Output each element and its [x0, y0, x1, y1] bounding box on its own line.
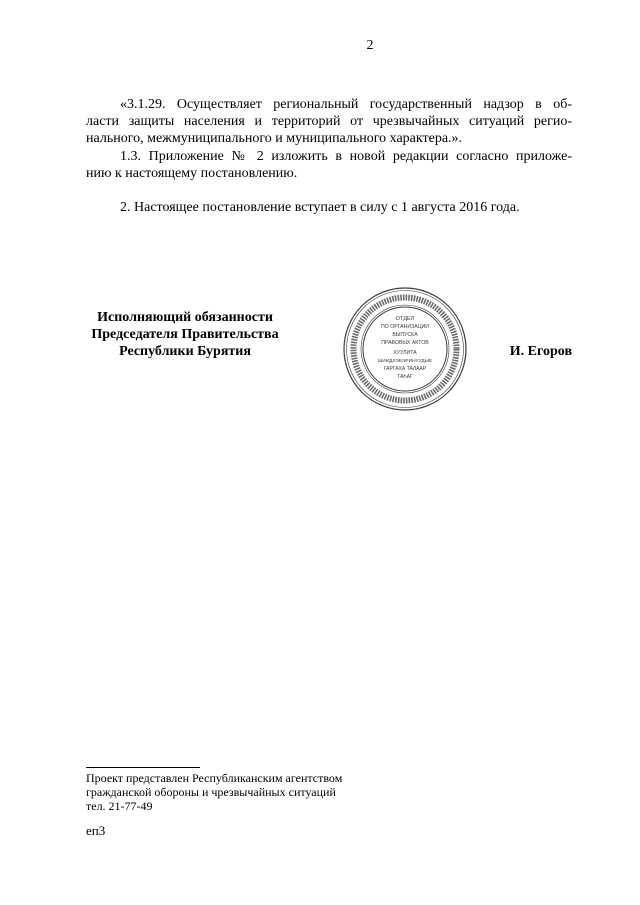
paragraph-1-line-2: ласти защиты населения и территорий от чрезвычайных ситуаций регио- — [86, 114, 572, 129]
document-code: еп3 — [86, 823, 106, 838]
stamp-text: ОТДЕЛ — [395, 316, 415, 322]
stamp-text: ПРАВОВЫХ АКТОВ — [381, 340, 429, 346]
footer-note — [86, 771, 342, 813]
paragraph-3: 2. Настоящее постановление вступает в силу с 1 августа 2016 года. — [120, 200, 520, 215]
stamp-text: ПО ОРГАНИЗАЦИИ — [381, 324, 429, 330]
signatory-position-line: Председателя Правительства — [91, 327, 279, 342]
stamp-text: ХУУЛИТА — [393, 350, 417, 356]
signatory-position — [70, 309, 300, 360]
paragraph-1-line-3: нального, межмуниципального и муниципального характера.». — [86, 131, 463, 146]
footer-line: гражданской обороны и чрезвычайных ситуаций — [86, 785, 336, 799]
paragraph-2-line-2: нию к настоящему постановлению. — [86, 166, 298, 181]
stamp-text: ГАРГАХА ТАЛААР — [383, 366, 427, 372]
page-number: 2 — [366, 38, 374, 53]
footer-line: Проект представлен Республиканским агентством — [86, 771, 343, 785]
paragraph-2-line-1: 1.3. Приложение № 2 изложить в новой редакции согласно приложе- — [120, 149, 572, 164]
footer-line: тел. 21-77-49 — [86, 799, 153, 813]
signatory-position-line: Республики Бурятия — [119, 344, 251, 359]
signatory-position-line: Исполняющий обязанности — [97, 310, 273, 325]
stamp-text: ШИИДХЭБЭРИНУУДЫЕ — [377, 359, 433, 364]
stamp-text: ТАҺАГ — [397, 374, 413, 380]
paragraph-1-line-1: «3.1.29. Осуществляет региональный государственный надзор в об- — [120, 97, 572, 112]
stamp-text: ВЫПУСКА — [392, 332, 418, 338]
signatory-name: И. Егоров — [509, 344, 572, 359]
footer-divider — [86, 767, 200, 768]
